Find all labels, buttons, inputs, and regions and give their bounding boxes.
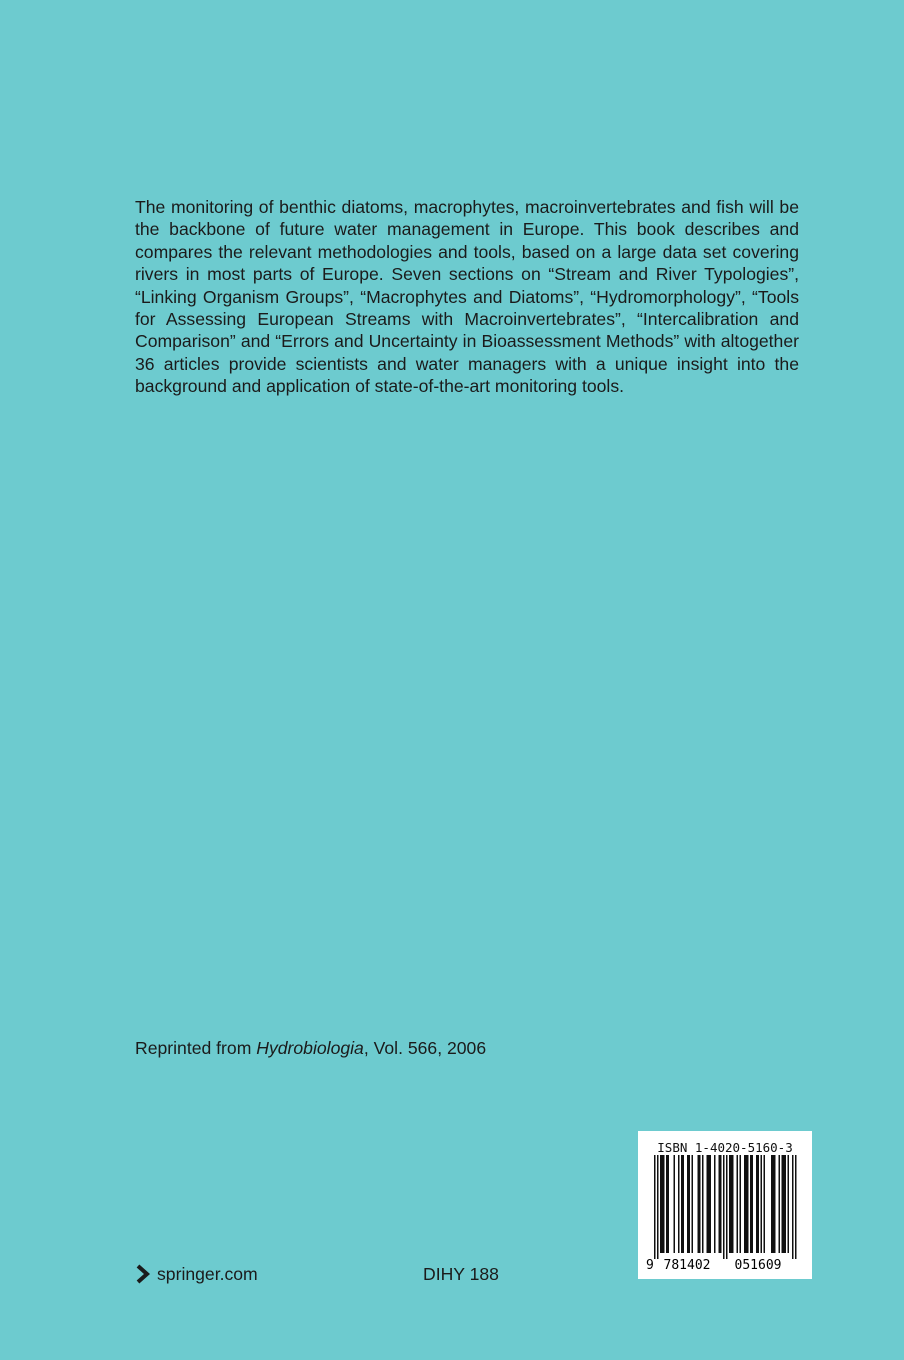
barcode-bar-37 xyxy=(761,1155,763,1253)
barcode-bar-44 xyxy=(783,1155,785,1253)
barcode-bar-10 xyxy=(683,1155,685,1253)
barcode-bar-43 xyxy=(782,1155,784,1253)
book-description: The monitoring of benthic diatoms, macrophytes, macroinvertebrates and fish will be the backbone of future water management in Europe. This book describes and compares the relevant methodologies and tools, based on a large data set covering rivers in most parts of Europe. Seven sections on “Stream and River Typologies”, “Linking Organism Groups”, “Macrophytes and Diatoms”, “Hydromorphology”, “Tools for Assessing European Streams with Macroinvertebrates”, “Intercalibration and Comparison” and “Errors and Uncertainty in Bioassessment Methods” with altogether 36 articles provide scientists and water managers with a unique insight into the background and application of state-of-the-art monitoring tools. xyxy=(135,197,799,397)
barcode-digits-right: 051609 xyxy=(734,1258,782,1273)
barcode-bar-41 xyxy=(774,1155,776,1253)
barcode-bar-25 xyxy=(729,1155,731,1253)
barcode-bar-0 xyxy=(654,1155,656,1259)
barcode-bar-34 xyxy=(752,1155,754,1253)
reprint-volume: , Vol. 566, 2006 xyxy=(363,1038,487,1058)
publisher-website: springer.com xyxy=(157,1263,258,1284)
barcode-bar-38 xyxy=(764,1155,766,1253)
barcode-bar-47 xyxy=(792,1155,794,1259)
barcode-bar-15 xyxy=(699,1155,701,1253)
barcode-bar-32 xyxy=(747,1155,749,1253)
barcode-bar-13 xyxy=(692,1155,694,1253)
barcode-bar-35 xyxy=(756,1155,758,1253)
barcode-bar-46 xyxy=(788,1155,790,1253)
barcode-bar-27 xyxy=(732,1155,734,1253)
barcode-bar-28 xyxy=(737,1155,739,1253)
barcode-bar-6 xyxy=(668,1155,670,1253)
barcode-bar-22 xyxy=(720,1155,722,1253)
barcode-bar-26 xyxy=(731,1155,733,1253)
barcode-bar-4 xyxy=(663,1155,665,1253)
barcode-bar-29 xyxy=(740,1155,742,1253)
barcode-bar-48 xyxy=(795,1155,797,1259)
barcode-bar-17 xyxy=(707,1155,709,1253)
reprint-prefix: Reprinted from xyxy=(135,1038,257,1058)
barcode-bar-9 xyxy=(681,1155,683,1253)
barcode-bar-16 xyxy=(702,1155,704,1253)
isbn-label: ISBN 1-4020-5160-3 xyxy=(657,1140,793,1155)
reprint-note xyxy=(135,1037,486,1059)
barcode-bar-21 xyxy=(719,1155,721,1253)
barcode-bar-36 xyxy=(758,1155,760,1253)
series-code: DIHY 188 xyxy=(423,1264,499,1284)
barcode-bar-24 xyxy=(726,1155,728,1259)
barcode-bar-14 xyxy=(698,1155,700,1253)
barcode-bar-5 xyxy=(666,1155,668,1253)
barcode-bar-11 xyxy=(687,1155,689,1253)
journal-name: Hydrobiologia xyxy=(256,1038,364,1058)
barcode-bar-39 xyxy=(771,1155,773,1253)
barcode-digit-first: 9 xyxy=(646,1258,654,1273)
chevron-right-icon xyxy=(135,1264,151,1284)
barcode-bar-31 xyxy=(746,1155,748,1253)
barcode-bar-33 xyxy=(750,1155,752,1253)
barcode-bar-30 xyxy=(744,1155,746,1253)
barcode-bar-7 xyxy=(674,1155,676,1253)
barcode-bar-40 xyxy=(773,1155,775,1253)
barcode-bar-1 xyxy=(657,1155,659,1259)
barcode-bar-2 xyxy=(660,1155,662,1253)
publisher-link[interactable] xyxy=(135,1262,258,1286)
barcode-bar-12 xyxy=(689,1155,691,1253)
isbn-barcode xyxy=(638,1131,812,1279)
barcode-bar-19 xyxy=(710,1155,712,1253)
barcode-bar-3 xyxy=(662,1155,664,1253)
barcode-bar-23 xyxy=(723,1155,725,1259)
barcode-bar-8 xyxy=(678,1155,680,1253)
barcode-bar-45 xyxy=(785,1155,787,1253)
barcode-bar-18 xyxy=(708,1155,710,1253)
barcode-bar-42 xyxy=(779,1155,781,1253)
barcode-bar-20 xyxy=(714,1155,716,1253)
barcode-digits-left: 781402 xyxy=(663,1258,711,1273)
